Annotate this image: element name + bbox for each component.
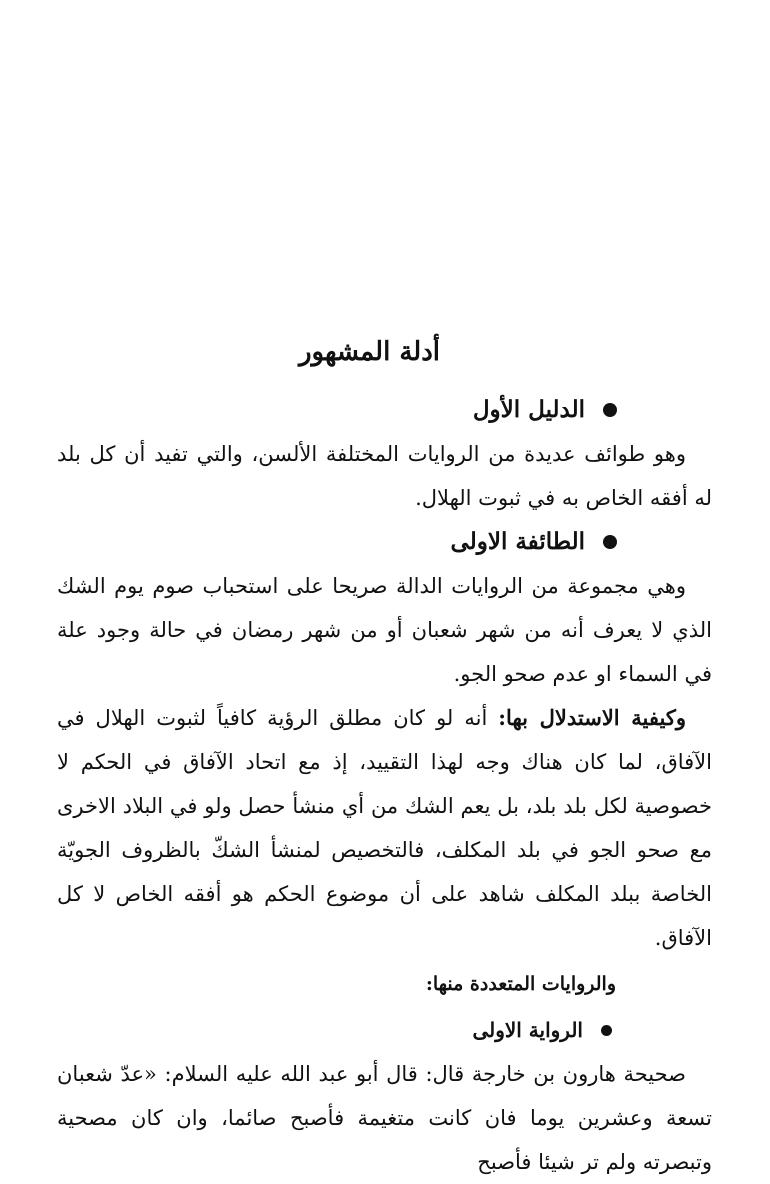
section-heading-first-evidence — [57, 388, 712, 432]
section-heading-first-group — [57, 520, 712, 564]
inference-paragraph — [57, 696, 712, 960]
bullet-icon — [601, 1025, 612, 1036]
page-content — [57, 330, 712, 1184]
section-paragraph: وهي مجموعة من الروايات الدالة صريحا على استحباب صوم يوم الشك الذي لا يعرف أنه من شهر شعبان أو من شهر رمضان في حالة وجود علة في السماء او عدم صحو الجو. — [57, 574, 712, 686]
bullet-icon — [603, 403, 617, 417]
section-paragraph: وهو طوائف عديدة من الروايات المختلفة الألسن، والتي تفيد أن كل بلد له أفقه الخاص به في ثبوت الهلال. — [57, 442, 712, 510]
narrations-label: والروايات المتعددة منها: — [425, 973, 616, 995]
page-title: أدلة المشهور — [298, 337, 441, 367]
section-heading-label: الطائفة الاولى — [450, 528, 585, 555]
inference-lead: وكيفية الاستدلال بها: — [498, 705, 686, 730]
bullet-icon — [603, 535, 617, 549]
narration-text: صحيحة هارون بن خارجة قال: قال أبو عبد الله عليه السلام: «عدّ شعبان تسعة وعشرين يوما فان كانت متغيمة فأصبح صائما، وان كان مصحية وتبصرته ولم تر شيئا فأصبح — [57, 1062, 712, 1174]
inference-text: أنه لو كان مطلق الرؤية كافياً لثبوت الهلال في الآفاق، لما كان هناك وجه لهذا التقييد، إذ مع اتحاد الآفاق في الحكم لا خصوصية لكل بلد بلد، بل يعم الشك من أي منشأ حصل ولو في البلاد الاخرى مع صحو الجو في بلد المكلف، فالتخصيص لمنشأ الشكّ بالظروف الجويّة الخاصة ببلد المكلف شاهد على أن موضوع الحكم هو أفقه الخاص لا كل الآفاق. — [57, 706, 712, 950]
section-heading-label: الدليل الأول — [472, 396, 585, 423]
narration-heading — [57, 1008, 712, 1052]
narration-heading-label: الرواية الاولى — [472, 1018, 583, 1042]
